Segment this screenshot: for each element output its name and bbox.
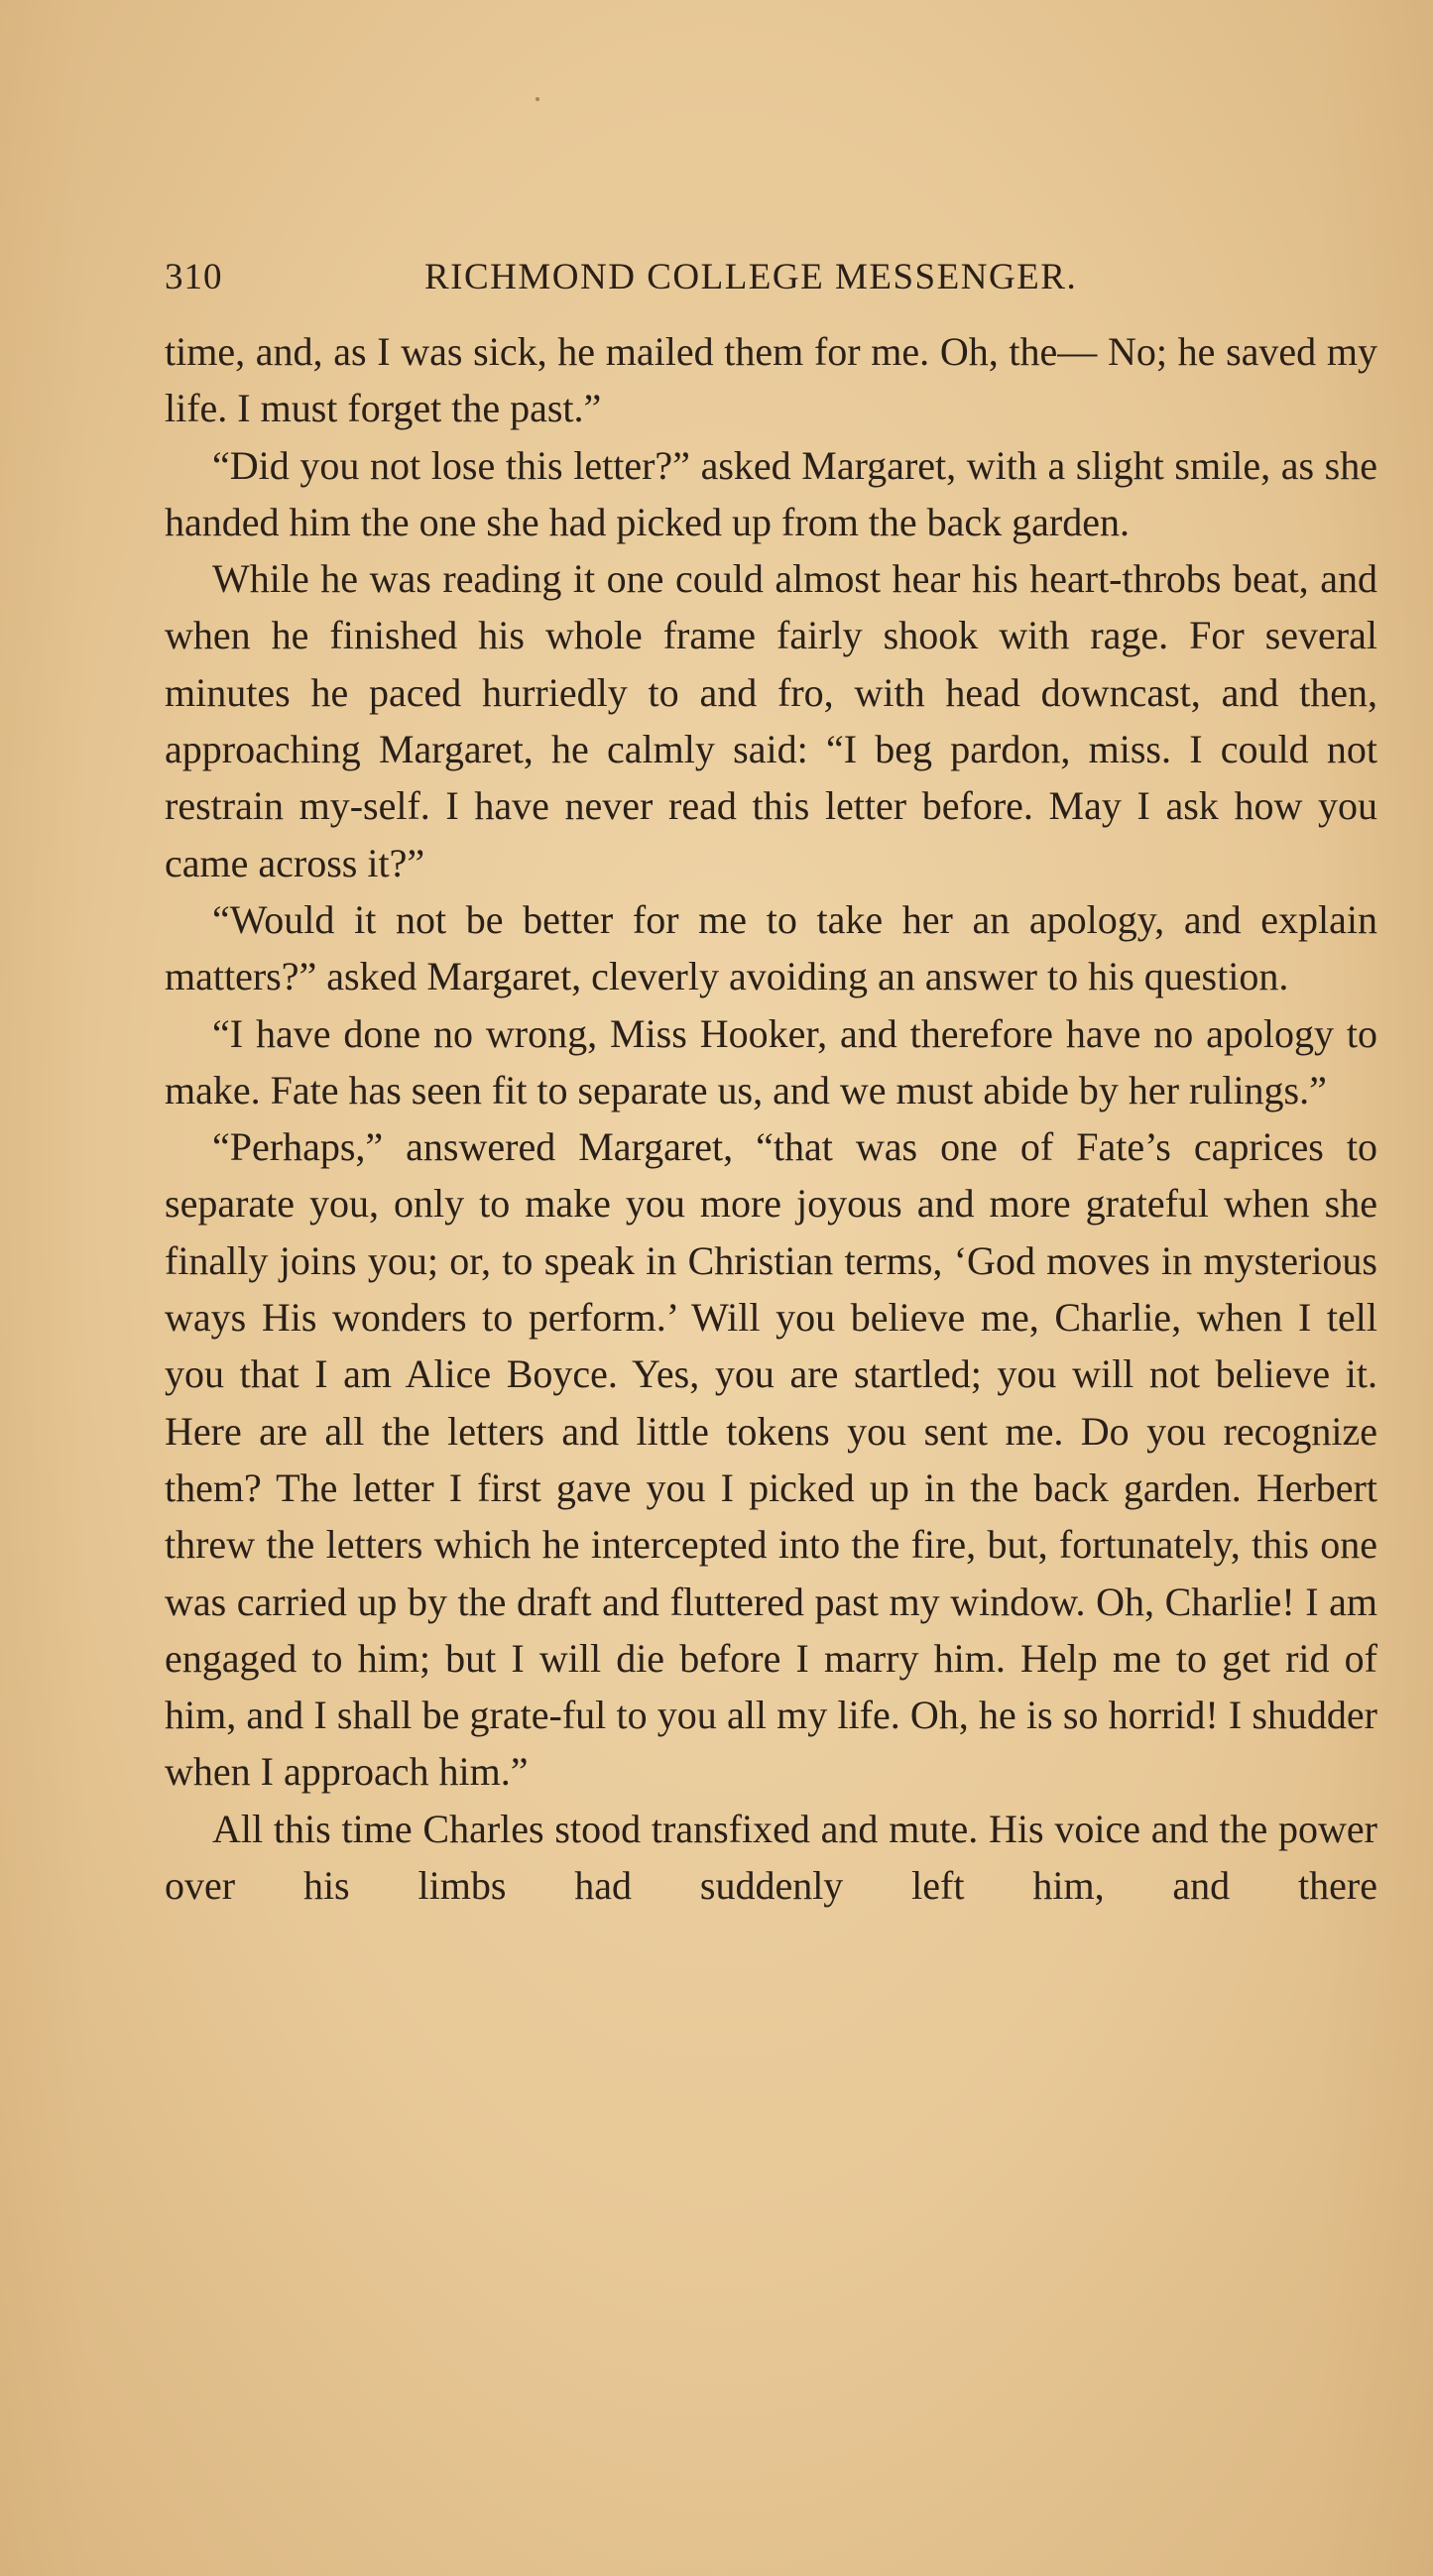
page-number: 310 (165, 257, 223, 297)
paragraph-transfixed: All this time Charles stood transfixed and mute. His voice and the power over his limbs had suddenly left him, and there (165, 1806, 1377, 1909)
journal-title: RICHMOND COLLEGE MESSENGER. (424, 257, 1078, 297)
running-head (165, 256, 1246, 305)
paragraph-lost-letter: “Did you not lose this letter?” asked Margaret, with a slight smile, as she handed him the one she had picked up from the back garden. (165, 442, 1377, 544)
paragraph-continuation: time, and, as I was sick, he mailed them for me. Oh, the— No; he saved my life. I must forget the past.” (165, 329, 1377, 431)
body-text (165, 323, 1377, 1914)
paragraph-fates-caprices: “Perhaps,” answered Margaret, “that was one of Fate’s caprices to separate you, only to make you more joyous and more grateful when she finally joins you; or, to speak in Christian terms, ‘God moves in mysterious ways His wonders to perform.’ Will you believe me, Charlie, when I tell you that I am Alice Boyce. Yes, you are startled; you will not believe it. Here are all the letters and little tokens you sent me. Do you recognize them? The letter I first gave you I picked up in the back garden. Herbert threw the letters which he intercepted into the fire, but, fortunately, this one was carried up by the draft and fluttered past my window. Oh, Charlie! I am engaged to him; but I will die before I marry him. Help me to get rid of him, and I shall be grate-ful to you all my life. Oh, he is so horrid! I shudder when I approach him.” (165, 1124, 1377, 1795)
paragraph-apology-question: “Would it not be better for me to take her an apology, and explain matters?” asked Margaret, cleverly avoiding an answer to his question. (165, 896, 1377, 999)
paragraph-reading-letter: While he was reading it one could almost hear his heart-throbs beat, and when he finished his whole frame fairly shook with rage. For several minutes he paced hurriedly to and fro, with head downcast, and then, approaching Margaret, he calmly said: “I beg pardon, miss. I could not restrain my-self. I have never read this letter before. May I ask how you came across it?” (165, 556, 1377, 885)
paragraph-no-wrong: “I have done no wrong, Miss Hooker, and therefore have no apology to make. Fate has seen fit to separate us, and we must abide by her rulings.” (165, 1010, 1377, 1112)
paper-speck (536, 97, 539, 101)
